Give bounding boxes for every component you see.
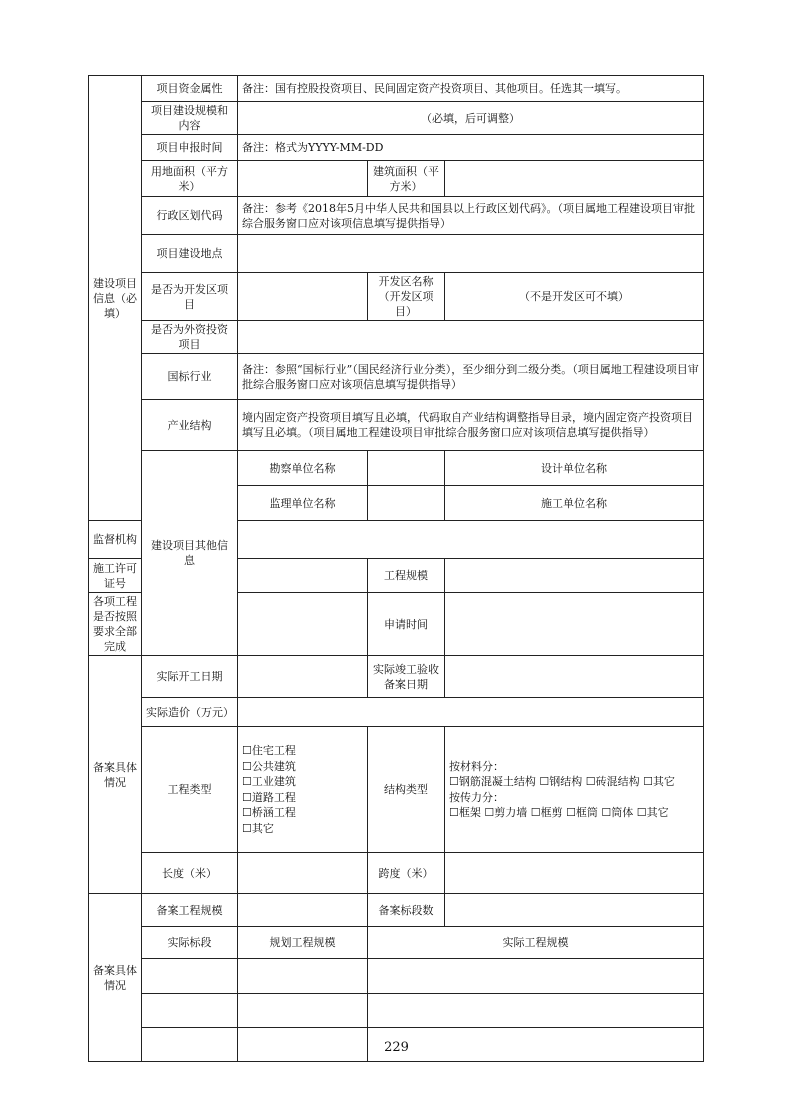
field-location[interactable] bbox=[238, 235, 704, 273]
label-permit-no: 施工许可证号 bbox=[89, 559, 142, 593]
label-design-unit: 设计单位名称 bbox=[445, 451, 704, 486]
header-actual-section: 实际标段 bbox=[142, 927, 238, 959]
label-project-scale: 工程规模 bbox=[368, 559, 445, 593]
note-apply-time[interactable]: 备注：格式为YYYY-MM-DD bbox=[238, 135, 704, 161]
structure-by-force-options[interactable]: ☐框架 ☐剪力墙 ☐框剪 ☐框筒 ☐筒体 ☐其它 bbox=[449, 806, 669, 819]
note-structure[interactable]: 境内固定资产投资项目填写且必填，代码取自产业结构调整指导目录，境内固定资产投资项目填写且必填。（项目属地工程建设项目审批综合服务窗口应对该项信息填写提供指导） bbox=[238, 400, 704, 451]
label-finish-date: 实际竣工验收备案日期 bbox=[368, 656, 445, 698]
label-supervision-org: 监督机构 bbox=[89, 521, 142, 559]
option-industrial-building[interactable]: ☐工业建筑 bbox=[242, 775, 296, 788]
field-actual-cost[interactable] bbox=[238, 698, 704, 727]
section-record-details-2: 备案具体情况 bbox=[89, 894, 142, 1062]
option-bridge[interactable]: ☐桥涵工程 bbox=[242, 806, 296, 819]
label-actual-cost: 实际造价（万元） bbox=[142, 698, 238, 727]
label-start-date: 实际开工日期 bbox=[142, 656, 238, 698]
label-supervise-unit: 监理单位名称 bbox=[238, 486, 368, 521]
note-admin-code[interactable]: 备注：参考《2018年5月中华人民共和国县以上行政区划代码》。（项目属地工程建设项目审批综合服务窗口应对该项信息填写提供指导） bbox=[238, 197, 704, 235]
header-planned-scale: 规划工程规模 bbox=[238, 927, 368, 959]
field-foreign[interactable] bbox=[238, 321, 704, 354]
label-build-area: 建筑面积（平方米） bbox=[368, 161, 445, 197]
section-record-details: 备案具体情况 bbox=[89, 656, 142, 894]
note-scale[interactable]: （必填，后可调整） bbox=[238, 102, 704, 135]
field-project-scale[interactable] bbox=[445, 559, 704, 593]
label-completion-check: 各项工程是否按照要求全部完成 bbox=[89, 593, 142, 656]
field-supervision-org[interactable] bbox=[238, 521, 704, 559]
option-road[interactable]: ☐道路工程 bbox=[242, 790, 296, 804]
record-form-table bbox=[88, 75, 704, 1062]
field-survey-unit[interactable] bbox=[368, 451, 445, 486]
label-location: 项目建设地点 bbox=[142, 235, 238, 273]
label-dev-zone: 是否为开发区项目 bbox=[142, 273, 238, 321]
label-record-sections: 备案标段数 bbox=[368, 894, 445, 927]
label-dev-zone-name: 开发区名称（开发区项目） bbox=[368, 273, 445, 321]
field-dev-zone[interactable] bbox=[238, 273, 368, 321]
cell-planned-1[interactable] bbox=[238, 959, 368, 994]
field-length[interactable] bbox=[238, 853, 368, 894]
structure-by-material-label: 按材料分： bbox=[449, 759, 504, 773]
section-project-info: 建设项目信息（必填） bbox=[89, 76, 142, 521]
option-residential[interactable]: ☐住宅工程 bbox=[242, 744, 296, 757]
cell-section-1[interactable] bbox=[142, 959, 238, 994]
field-permit-no[interactable] bbox=[238, 559, 368, 593]
field-finish-date[interactable] bbox=[445, 656, 704, 698]
cell-planned-2[interactable] bbox=[238, 994, 368, 1028]
label-industry: 国标行业 bbox=[142, 354, 238, 400]
structure-by-force-label: 按传力分： bbox=[449, 790, 504, 804]
label-land-area: 用地面积（平方米） bbox=[142, 161, 238, 197]
label-structure: 产业结构 bbox=[142, 400, 238, 451]
option-public-building[interactable]: ☐公共建筑 bbox=[242, 759, 296, 773]
structure-type-options[interactable] bbox=[445, 727, 704, 853]
note-fund-attr[interactable]: 备注：国有控股投资项目、民间固定资产投资项目、其他项目。任选其一填写。 bbox=[238, 76, 704, 102]
field-completion-check[interactable] bbox=[238, 593, 368, 656]
label-project-type: 工程类型 bbox=[142, 727, 238, 853]
label-scale: 项目建设规模和内容 bbox=[142, 102, 238, 135]
field-record-sections[interactable] bbox=[445, 894, 704, 927]
structure-by-material-options[interactable]: ☐钢筋混凝土结构 ☐钢结构 ☐砖混结构 ☐其它 bbox=[449, 775, 675, 788]
field-land-area[interactable] bbox=[238, 161, 368, 197]
label-structure-type: 结构类型 bbox=[368, 727, 445, 853]
field-build-area[interactable] bbox=[445, 161, 704, 197]
cell-section-2[interactable] bbox=[142, 994, 238, 1028]
cell-actual-1[interactable] bbox=[368, 959, 704, 994]
field-apply-date[interactable] bbox=[445, 593, 704, 656]
option-other[interactable]: ☐其它 bbox=[242, 821, 274, 835]
field-span[interactable] bbox=[445, 853, 704, 894]
label-construct-unit: 施工单位名称 bbox=[445, 486, 704, 521]
field-record-scale[interactable] bbox=[238, 894, 368, 927]
project-type-options[interactable] bbox=[238, 727, 368, 853]
note-industry[interactable]: 备注：参照“国标行业”（国民经济行业分类），至少细分到二级分类。（项目属地工程建设项目审批综合服务窗口应对该项信息填写提供指导） bbox=[238, 354, 704, 400]
label-record-scale: 备案工程规模 bbox=[142, 894, 238, 927]
page-number: 229 bbox=[384, 1040, 409, 1055]
label-apply-time: 项目申报时间 bbox=[142, 135, 238, 161]
label-length: 长度（米） bbox=[142, 853, 238, 894]
label-foreign: 是否为外资投资项目 bbox=[142, 321, 238, 354]
label-admin-code: 行政区划代码 bbox=[142, 197, 238, 235]
note-dev-zone[interactable]: （不是开发区可不填） bbox=[445, 273, 704, 321]
header-actual-scale: 实际工程规模 bbox=[368, 927, 704, 959]
label-apply-date: 申请时间 bbox=[368, 593, 445, 656]
label-fund-attr: 项目资金属性 bbox=[142, 76, 238, 102]
label-span: 跨度（米） bbox=[368, 853, 445, 894]
section-other-info: 建设项目其他信息 bbox=[142, 451, 238, 656]
field-start-date[interactable] bbox=[238, 656, 368, 698]
field-supervise-unit[interactable] bbox=[368, 486, 445, 521]
cell-actual-2[interactable] bbox=[368, 994, 704, 1028]
label-survey-unit: 勘察单位名称 bbox=[238, 451, 368, 486]
